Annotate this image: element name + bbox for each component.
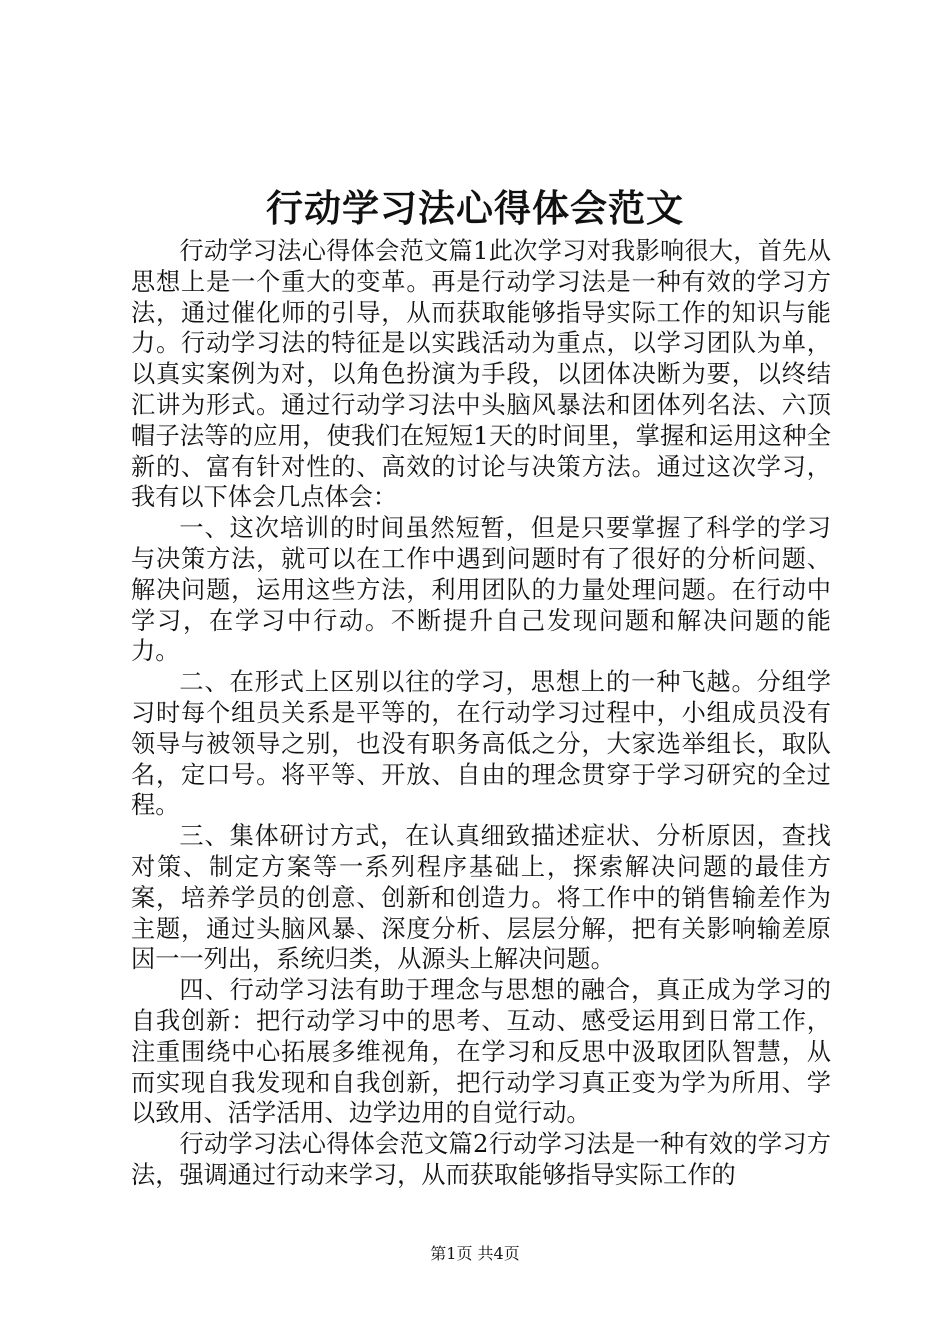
- paragraph: 三、集体研讨方式，在认真细致描述症状、分析原因，查找对策、制定方案等一系列程序基础上，探索解决问题的最佳方案，培养学员的创意、创新和创造力。将工作中的销售输差作为主题，通过头脑风暴、深度分析、层层分解，把有关影响输差原因一一列出，系统归类，从源头上解决问题。: [131, 822, 831, 974]
- document-title: 行动学习法心得体会范文: [266, 186, 684, 230]
- paragraph: 一、这次培训的时间虽然短暂，但是只要掌握了科学的学习与决策方法，就可以在工作中遇到问题时有了很好的分析问题、解决问题，运用这些方法，利用团队的力量处理问题。在行动中学习，在学习中行动。不断提升自己发现问题和解决问题的能力。: [131, 514, 831, 666]
- page-footer: 第1页 共4页: [430, 1244, 520, 1263]
- paragraph: 行动学习法心得体会范文篇2行动学习法是一种有效的学习方法，强调通过行动来学习，从而获取能够指导实际工作的: [131, 1130, 831, 1189]
- paragraph: 行动学习法心得体会范文篇1此次学习对我影响很大，首先从思想上是一个重大的变革。再是行动学习法是一种有效的学习方法，通过催化师的引导，从而获取能够指导实际工作的知识与能力。行动学习法的特征是以实践活动为重点，以学习团队为单，以真实案例为对，以角色扮演为手段，以团体决断为要，以终结汇讲为形式。通过行动学习法中头脑风暴法和团体列名法、六顶帽子法等的应用，使我们在短短1天的时间里，掌握和运用这种全新的、富有针对性的、高效的讨论与决策方法。通过这次学习，我有以下体会几点体会：: [131, 237, 831, 512]
- document-body: [131, 236, 831, 1191]
- paragraph: 四、行动学习法有助于理念与思想的融合，真正成为学习的自我创新：把行动学习中的思考、互动、感受运用到日常工作，注重围绕中心拓展多维视角，在学习和反思中汲取团队智慧，从而实现自我发现和自我创新，把行动学习真正变为学为所用、学以致用、活学活用、边学边用的自觉行动。: [131, 976, 831, 1128]
- paragraph: 二、在形式上区别以往的学习，思想上的一种飞越。分组学习时每个组员关系是平等的，在行动学习过程中，小组成员没有领导与被领导之别，也没有职务高低之分，大家选举组长，取队名，定口号。将平等、开放、自由的理念贯穿于学习研究的全过程。: [131, 668, 831, 820]
